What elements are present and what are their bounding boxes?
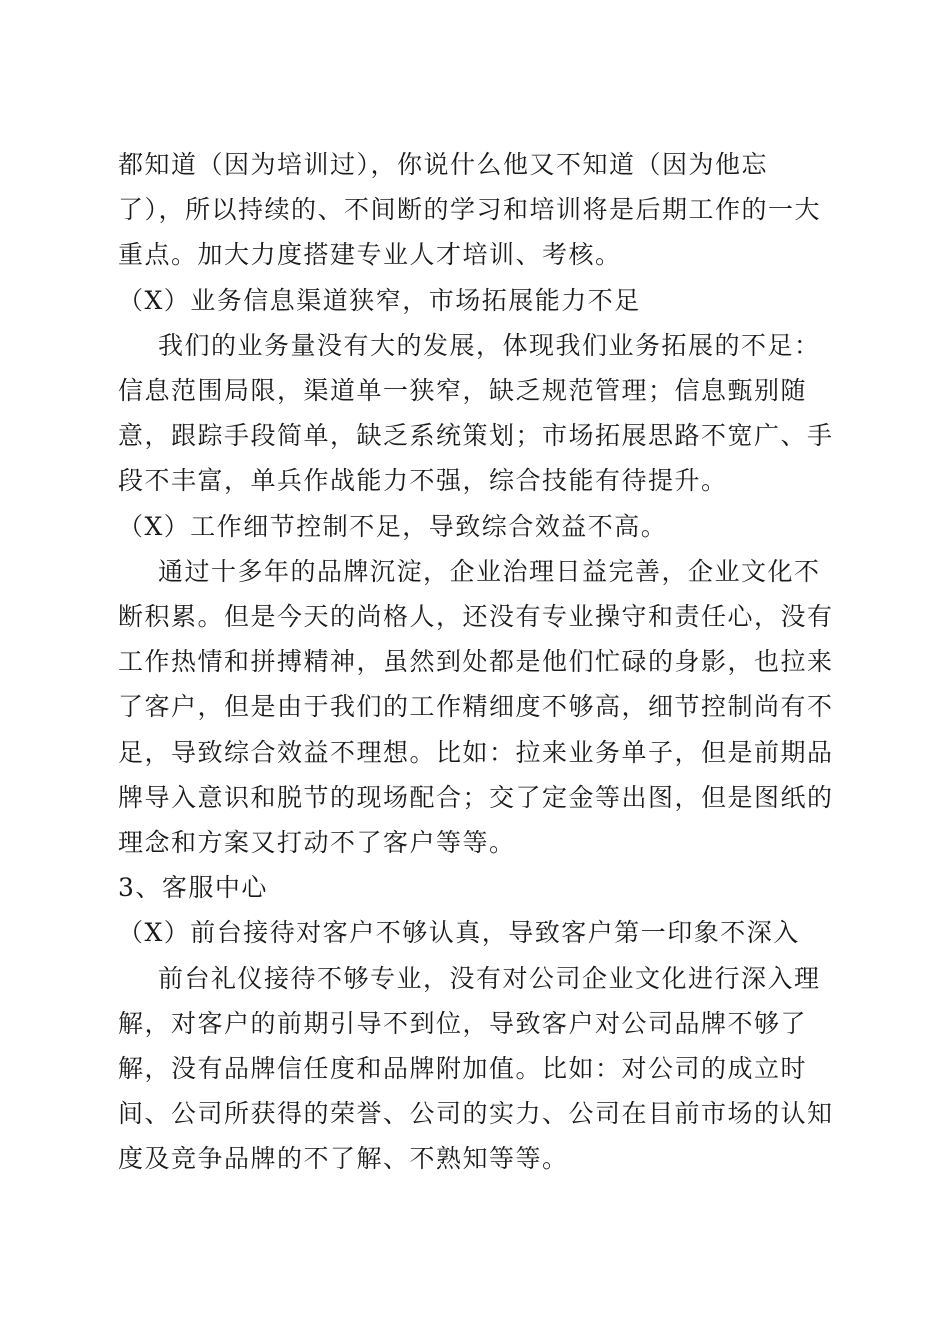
paragraph-front-desk: 前台礼仪接待不够专业，没有对公司企业文化进行深入理解，对客户的前期引导不到位，导致客户对公司品牌不够了解，没有品牌信任度和品牌附加值。比如：对公司的成立时间、公司所获得的荣誉、公司的实力、公司在目前市场的认知度及竞争品牌的不了解、不熟知等等。 bbox=[118, 963, 834, 1174]
document-body bbox=[118, 142, 834, 1182]
paragraph-business-channels: 我们的业务量没有大的发展，体现我们业务拓展的不足：信息范围局限，渠道单一狭窄，缺乏规范管理；信息甄别随意，跟踪手段简单，缺乏系统策划；市场拓展思路不宽广、手段不丰富，单兵作战能力不强，综合技能有待提升。 bbox=[118, 330, 834, 496]
section-heading-customer-service: 3、客服中心 bbox=[118, 873, 268, 903]
paragraph-training-continued: 都知道（因为培训过），你说什么他又不知道（因为他忘了），所以持续的、不间断的学习和培训将是后期工作的一大重点。加大力度搭建专业人才培训、考核。 bbox=[118, 150, 822, 270]
section-heading-detail-control: （X）工作细节控制不足，导致综合效益不高。 bbox=[118, 511, 668, 541]
paragraph-detail-control: 通过十多年的品牌沉淀，企业治理日益完善，企业文化不断积累。但是今天的尚格人，还没有专业操守和责任心，没有工作热情和拼搏精神，虽然到处都是他们忙碌的身影，也拉来了客户，但是由于我们的工作精细度不够高，细节控制尚有不足，导致综合效益不理想。比如：拉来业务单子，但是前期品牌导入意识和脱节的现场配合；交了定金等出图，但是图纸的理念和方案又打动不了客户等等。 bbox=[118, 556, 834, 858]
section-heading-front-desk: （X）前台接待对客户不够认真，导致客户第一印象不深入 bbox=[118, 918, 800, 948]
section-heading-business-channels: （X）业务信息渠道狭窄，市场拓展能力不足 bbox=[118, 285, 641, 315]
